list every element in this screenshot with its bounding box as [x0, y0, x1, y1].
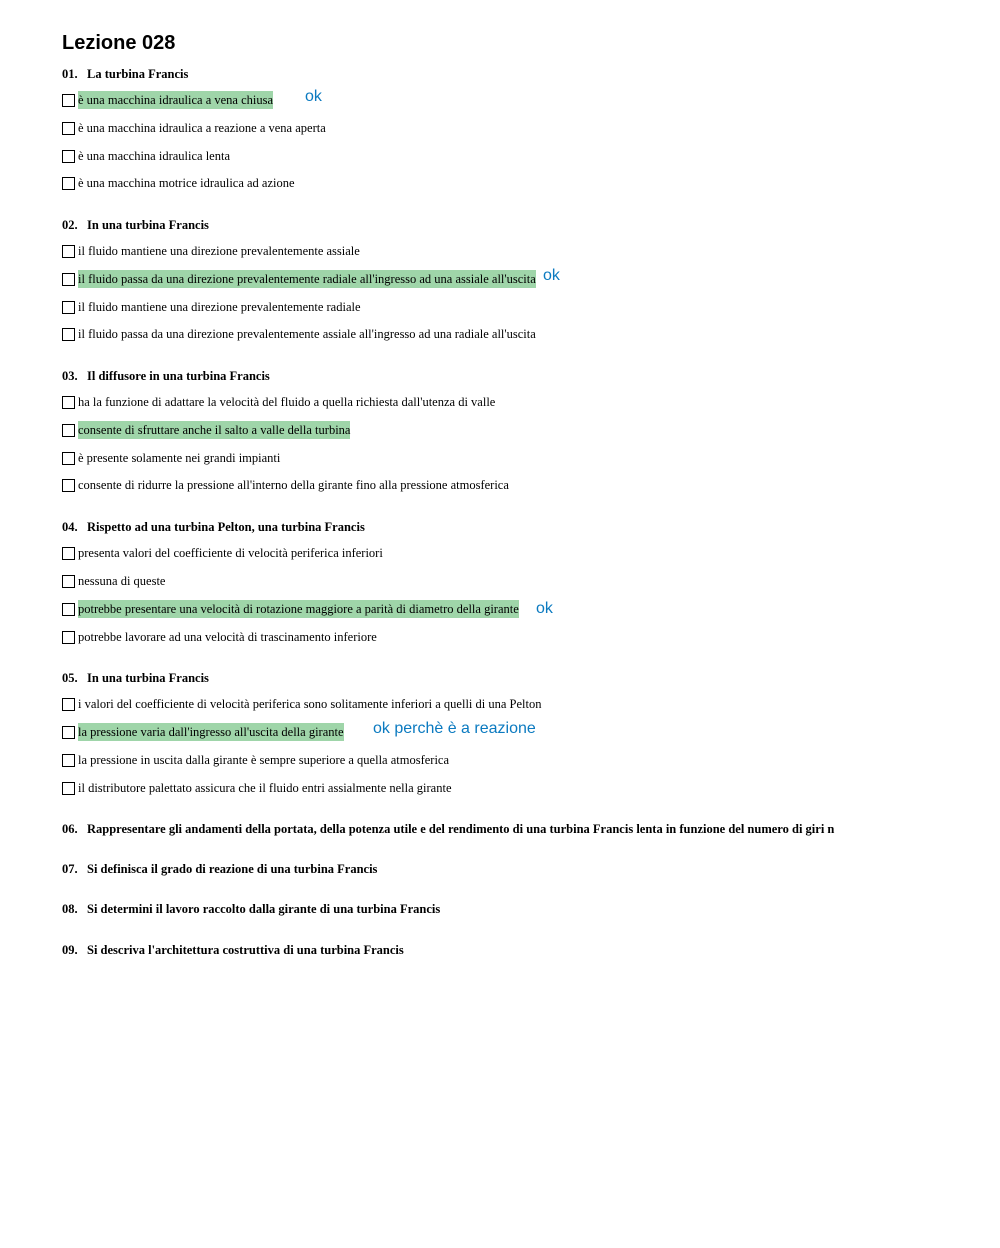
page-title: Lezione 028: [62, 32, 176, 54]
answer-option-04-d[interactable]: [62, 628, 377, 646]
checkbox[interactable]: [62, 122, 75, 135]
answer-option-03-b[interactable]: [62, 421, 350, 439]
checkbox[interactable]: [62, 328, 75, 341]
question-title-01: [62, 66, 188, 82]
question-text: Rispetto ad una turbina Pelton, una turbina Francis: [87, 520, 365, 534]
answer-text: potrebbe lavorare ad una velocità di trascinamento inferiore: [78, 630, 377, 644]
checkbox[interactable]: [62, 94, 75, 107]
answer-note-04: ok: [536, 600, 553, 617]
question-title-03: [62, 368, 270, 384]
answer-option-05-c[interactable]: [62, 751, 449, 769]
checkbox[interactable]: [62, 726, 75, 739]
question-text: Rappresentare gli andamenti della portata, della potenza utile e del rendimento di una turbina Francis lenta in funzione del numero di giri n: [87, 822, 835, 836]
question-number: 08.: [62, 902, 78, 916]
question-number: 07.: [62, 862, 78, 876]
answer-option-01-c[interactable]: [62, 147, 230, 165]
question-title-02: [62, 217, 209, 233]
question-title-09: [62, 942, 404, 958]
checkbox[interactable]: [62, 698, 75, 711]
answer-option-01-b[interactable]: [62, 119, 326, 137]
answer-option-04-a[interactable]: [62, 544, 383, 562]
answer-text: il distributore palettato assicura che il fluido entri assialmente nella girante: [78, 781, 452, 795]
question-number: 04.: [62, 520, 78, 534]
answer-text: ha la funzione di adattare la velocità del fluido a quella richiesta dall'utenza di valle: [78, 395, 496, 409]
answer-text: i valori del coefficiente di velocità periferica sono solitamente inferiori a quelli di una Pelton: [78, 697, 542, 711]
checkbox[interactable]: [62, 150, 75, 163]
answer-text: il fluido mantiene una direzione prevalentemente assiale: [78, 244, 360, 258]
answer-option-03-d[interactable]: [62, 476, 509, 494]
checkbox[interactable]: [62, 603, 75, 616]
checkbox[interactable]: [62, 424, 75, 437]
answer-note-05: ok perchè è a reazione: [373, 720, 536, 737]
answer-text: è una macchina idraulica a reazione a vena aperta: [78, 121, 326, 135]
checkbox[interactable]: [62, 547, 75, 560]
answer-text: consente di sfruttare anche il salto a valle della turbina: [78, 423, 351, 437]
checkbox[interactable]: [62, 301, 75, 314]
checkbox[interactable]: [62, 575, 75, 588]
question-text: Si determini il lavoro raccolto dalla girante di una turbina Francis: [87, 902, 441, 916]
question-title-06: [62, 821, 834, 837]
question-text: Il diffusore in una turbina Francis: [87, 369, 270, 383]
checkbox[interactable]: [62, 273, 75, 286]
answer-text: la pressione in uscita dalla girante è sempre superiore a quella atmosferica: [78, 753, 450, 767]
checkbox[interactable]: [62, 245, 75, 258]
question-title-07: [62, 861, 377, 877]
checkbox[interactable]: [62, 479, 75, 492]
answer-text: il fluido passa da una direzione prevalentemente radiale all'ingresso ad una assiale all'uscita: [78, 272, 536, 286]
answer-option-01-a[interactable]: [62, 91, 273, 109]
checkbox[interactable]: [62, 177, 75, 190]
question-text: Si definisca il grado di reazione di una turbina Francis: [87, 862, 378, 876]
answer-option-02-c[interactable]: [62, 298, 361, 316]
answer-text: nessuna di queste: [78, 574, 166, 588]
answer-text: il fluido passa da una direzione prevalentemente assiale all'ingresso ad una radiale all'uscita: [78, 327, 536, 341]
question-text: La turbina Francis: [87, 67, 189, 81]
answer-text: presenta valori del coefficiente di velocità periferica inferiori: [78, 546, 383, 560]
answer-option-02-b[interactable]: [62, 270, 536, 288]
question-title-08: [62, 901, 440, 917]
question-number: 01.: [62, 67, 78, 81]
question-number: 06.: [62, 822, 78, 836]
answer-option-04-c[interactable]: [62, 600, 519, 618]
answer-note-02: ok: [543, 267, 560, 284]
question-text: In una turbina Francis: [87, 671, 209, 685]
question-text: Si descriva l'architettura costruttiva di una turbina Francis: [87, 943, 404, 957]
answer-text: potrebbe presentare una velocità di rotazione maggiore a parità di diametro della girante: [78, 602, 519, 616]
answer-text: la pressione varia dall'ingresso all'uscita della girante: [78, 725, 344, 739]
answer-option-01-d[interactable]: [62, 174, 295, 192]
answer-option-05-a[interactable]: [62, 695, 542, 713]
checkbox[interactable]: [62, 782, 75, 795]
question-number: 09.: [62, 943, 78, 957]
answer-text: è una macchina idraulica lenta: [78, 149, 231, 163]
checkbox[interactable]: [62, 631, 75, 644]
answer-option-02-d[interactable]: [62, 325, 536, 343]
answer-text: il fluido mantiene una direzione prevalentemente radiale: [78, 300, 361, 314]
answer-text: è una macchina motrice idraulica ad azione: [78, 176, 295, 190]
answer-option-05-d[interactable]: [62, 779, 452, 797]
answer-option-04-b[interactable]: [62, 572, 165, 590]
checkbox[interactable]: [62, 754, 75, 767]
answer-note-01: ok: [305, 88, 322, 105]
answer-option-05-b[interactable]: [62, 723, 344, 741]
checkbox[interactable]: [62, 452, 75, 465]
answer-option-02-a[interactable]: [62, 242, 360, 260]
answer-option-03-c[interactable]: [62, 449, 280, 467]
question-text: In una turbina Francis: [87, 218, 209, 232]
question-number: 03.: [62, 369, 78, 383]
answer-text: è una macchina idraulica a vena chiusa: [78, 93, 274, 107]
question-title-05: [62, 670, 209, 686]
answer-text: è presente solamente nei grandi impianti: [78, 451, 281, 465]
question-number: 05.: [62, 671, 78, 685]
answer-text: consente di ridurre la pressione all'interno della girante fino alla pressione atmosferica: [78, 478, 509, 492]
question-number: 02.: [62, 218, 78, 232]
checkbox[interactable]: [62, 396, 75, 409]
answer-option-03-a[interactable]: [62, 393, 495, 411]
question-title-04: [62, 519, 365, 535]
